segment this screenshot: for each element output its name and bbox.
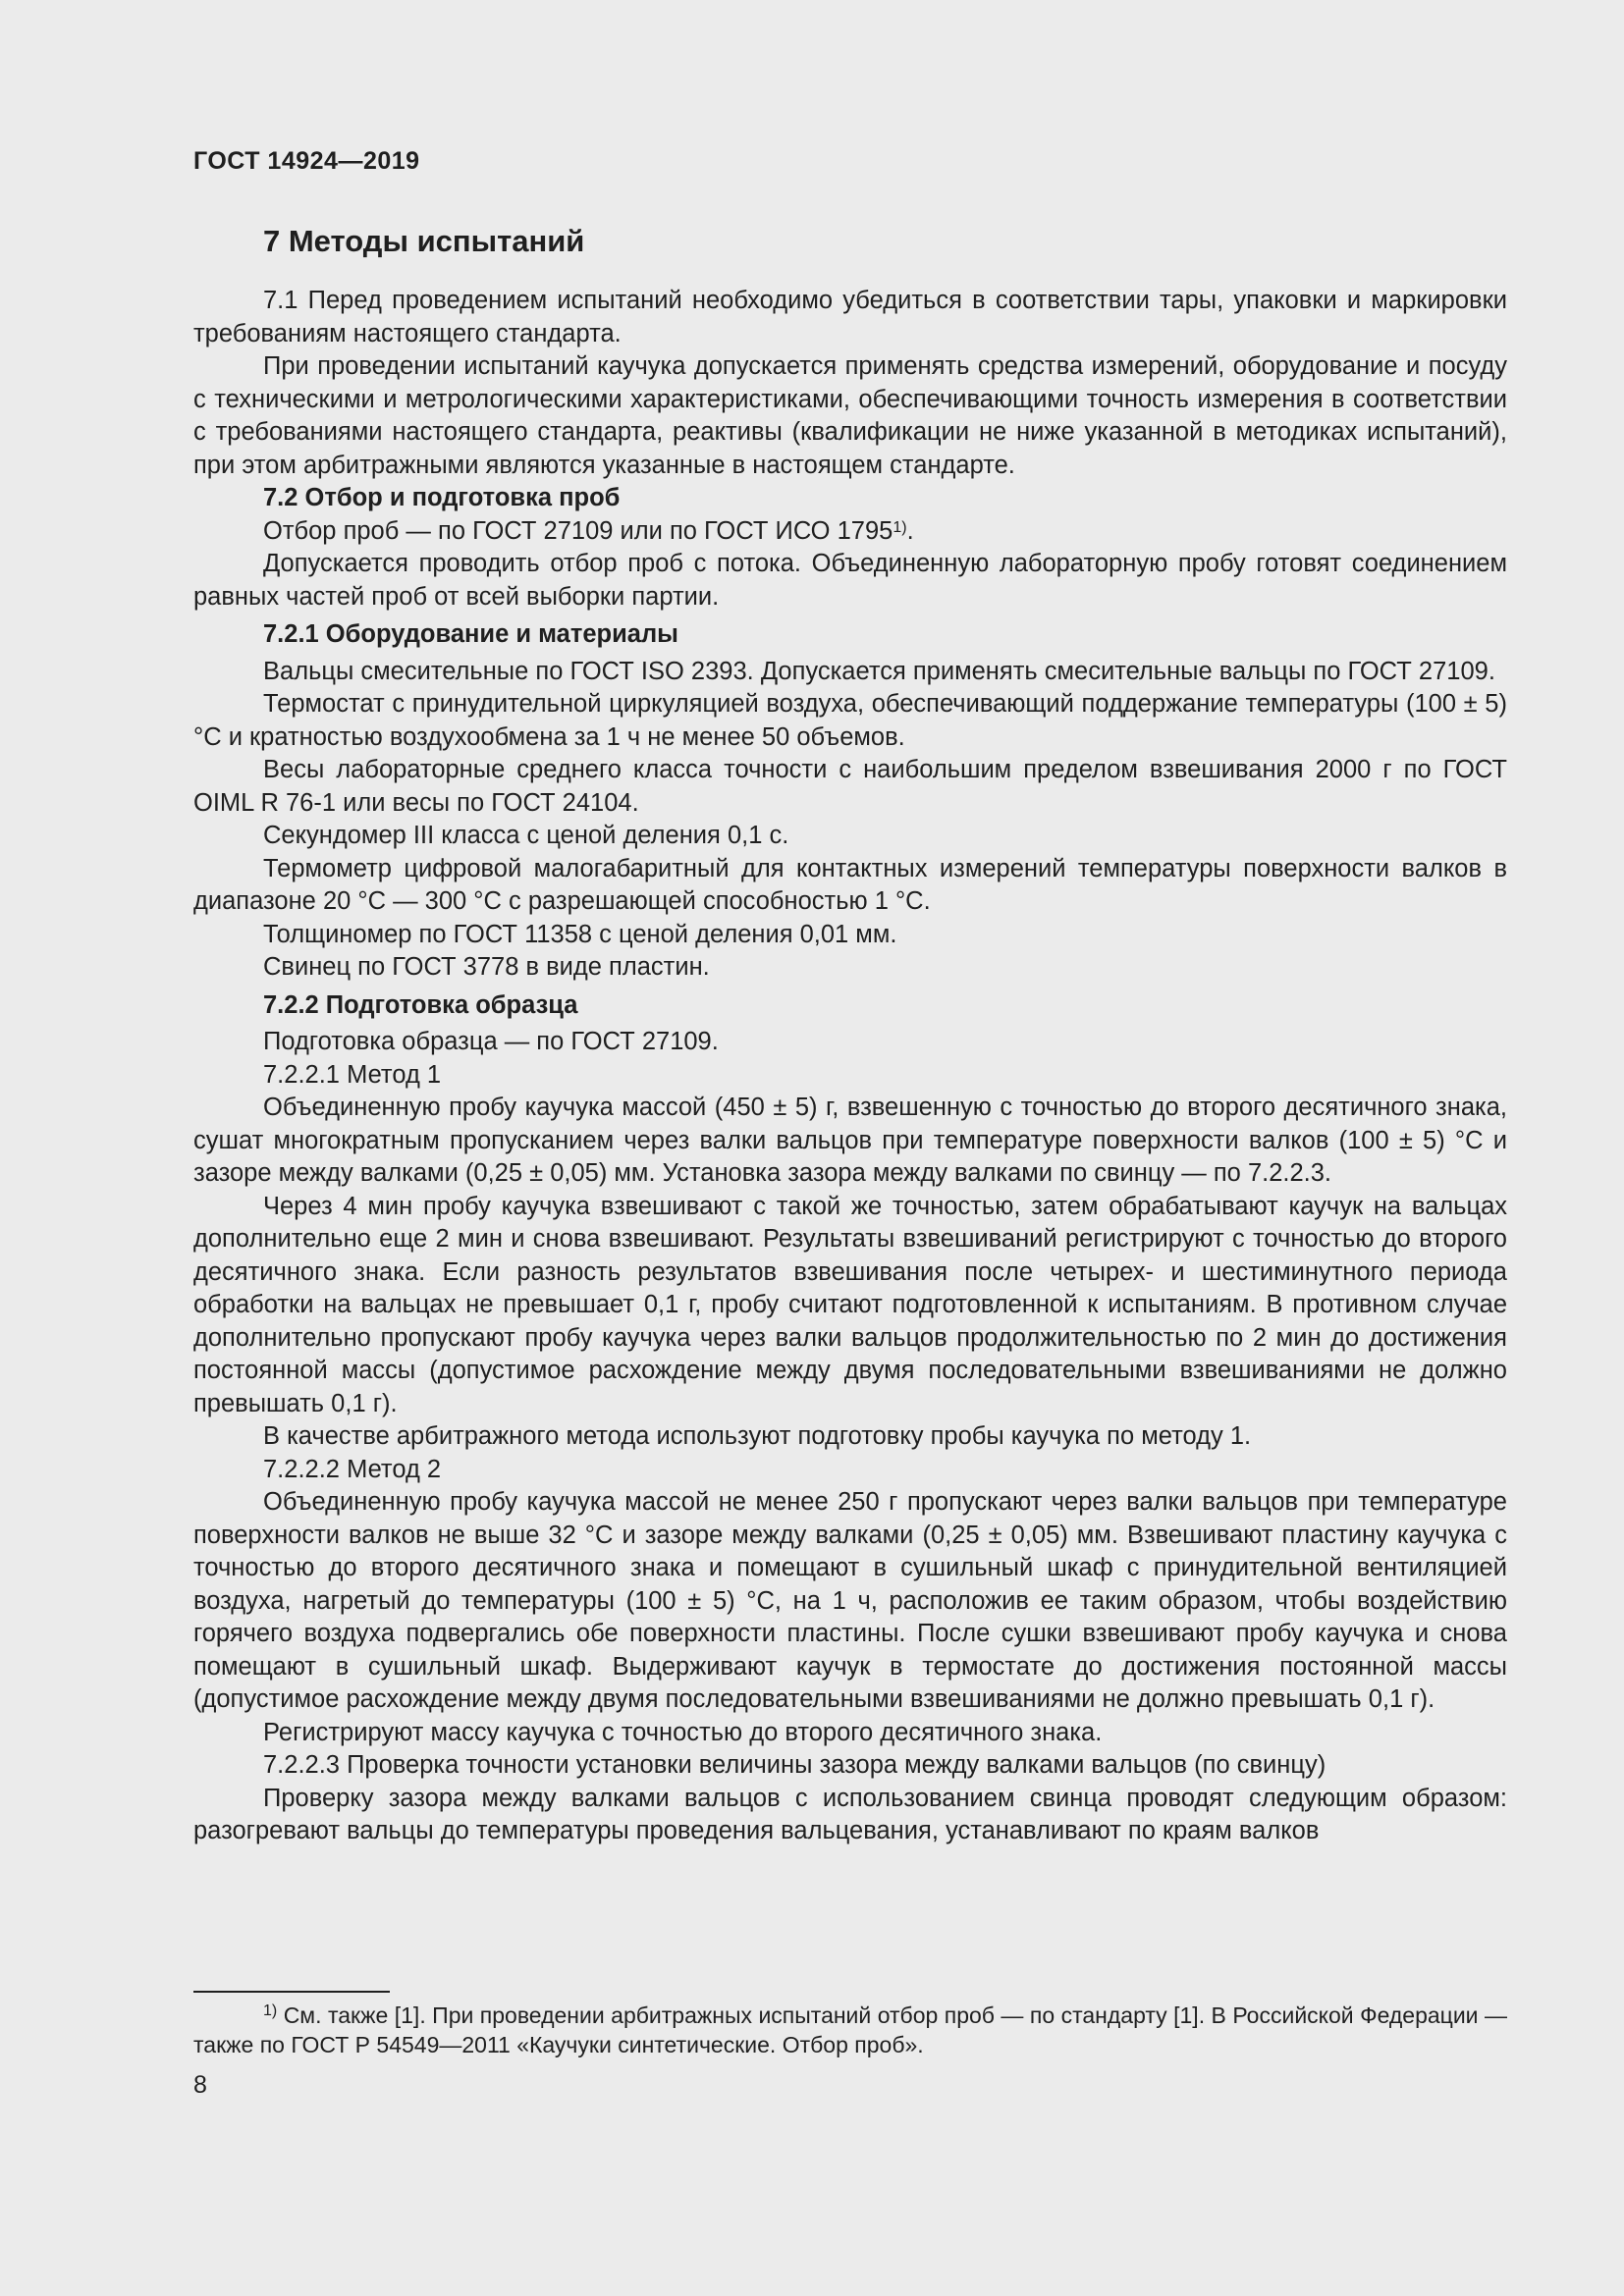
footnote-reference[interactable]: 1) [893,518,907,536]
footnote-text: См. также [1]. При проведении арбитражных испытаний отбор проб — по стандарту [1]. В Российской Федерации — также по ГОСТ Р 54549—2011 «Каучуки синтетические. Отбор проб». [193,2002,1507,2057]
clause-heading: 7.2.2.3 Проверка точности установки величины зазора между валками вальцов (по свинцу) [263,1751,1326,1779]
paragraph: Проверку зазора между валками вальцов с использованием свинца проводят следующим образом: разогревают вальцы до температуры проведения вальцевания, устанавливают по краям валков [193,1784,1507,1844]
clause-heading: 7.2.2.2 Метод 2 [263,1455,442,1483]
page-number: 8 [193,2071,207,2099]
document-code-header: ГОСТ 14924—2019 [193,147,420,175]
clause-heading: 7.2.2.1 Метод 1 [263,1060,442,1089]
paragraph: В качестве арбитражного метода используют подготовку пробы каучука по методу 1. [263,1422,1252,1450]
subsection-heading: 7.2 Отбор и подготовка проб [263,484,621,511]
paragraph: 7.1 Перед проведением испытаний необходимо убедиться в соответствии тары, упаковки и маркировки требованиям настоящего стандарта. [193,287,1507,347]
paragraph: Регистрируют массу каучука с точностью до второго десятичного знака. [263,1718,1103,1746]
footnote-marker: 1) [263,2002,278,2019]
paragraph: Секундомер III класса с ценой деления 0,1 с. [263,822,789,849]
paragraph: Термостат с принудительной циркуляцией воздуха, обеспечивающий поддержание температуры (100 ± 5) °С и кратностью воздухообмена за 1 ч не менее 50 объемов. [193,690,1507,751]
paragraph: Вальцы смесительные по ГОСТ ISO 2393. Допускается применять смесительные вальцы по ГОСТ 27109. [263,657,1495,685]
section-title: 7 Методы испытаний [263,224,585,258]
paragraph: Толщиномер по ГОСТ 11358 с ценой деления 0,01 мм. [263,920,897,948]
paragraph: Допускается проводить отбор проб с потока. Объединенную лабораторную пробу готовят соединением равных частей проб от всей выборки партии. [193,550,1507,611]
paragraph-end: . [906,516,914,545]
paragraph: Весы лабораторные среднего класса точности с наибольшим пределом взвешивания 2000 г по ГОСТ OIML R 76-1 или весы по ГОСТ 24104. [193,756,1507,817]
paragraph: Подготовка образца — по ГОСТ 27109. [263,1028,719,1055]
paragraph: Через 4 мин пробу каучука взвешивают с такой же точностью, затем обрабатывают каучук на вальцах дополнительно еще 2 мин и снова взвешивают. Результаты взвешиваний регистрируют с точностью до второго десятичного знака. Если разность результатов взвешивания после четырех- и шестиминутного периода обработки на вальцах не превышает 0,1 г, пробу считают подготовленной к испытаниям. В противном случае дополнительно пропускают пробу каучука через валки вальцов продолжительностью по 2 мин до достижения постоянной массы (допустимое расхождение между двумя последовательными взвешиваниями не должно превышать 0,1 г). [193,1192,1507,1417]
paragraph: При проведении испытаний каучука допускается применять средства измерений, оборудование и посуду с техническими и метрологическими характеристиками, обеспечивающими точность измерения в соответствии с требованиями настоящего стандарта, реактивы (квалификации не ниже указанной в методиках испытаний), при этом арбитражными являются указанные в настоящем стандарте. [193,352,1507,479]
paragraph: Свинец по ГОСТ 3778 в виде пластин. [263,953,710,981]
subsection-heading: 7.2.2 Подготовка образца [263,990,578,1019]
paragraph-with-footnote [193,515,1507,549]
footnote [193,2001,1507,2059]
paragraph: Объединенную пробу каучука массой не менее 250 г пропускают через валки вальцов при температуре поверхности валков не выше 32 °С и зазоре между валками (0,25 ± 0,05) мм. Взвешивают пластину каучука с точностью до второго десятичного знака и помещают в сушильный шкаф с принудительной вентиляцией воздуха, нагретый до температуры (100 ± 5) °С, на 1 ч, расположив ее таким образом, чтобы воздействию горячего воздуха подвергались обе поверхности пластины. После сушки взвешивают пробу каучука и снова помещают в сушильный шкаф. Выдерживают каучук в термостате до достижения постоянной массы (допустимое расхождение между двумя последовательными взвешиваниями не должно превышать 0,1 г). [193,1488,1507,1713]
paragraph: Термометр цифровой малогабаритный для контактных измерений температуры поверхности валков в диапазоне 20 °С — 300 °С с разрешающей способностью 1 °С. [193,854,1507,915]
body-text [193,285,1507,1848]
subsection-heading: 7.2.1 Оборудование и материалы [263,620,678,648]
footnote-divider [193,1991,390,1993]
paragraph: Объединенную пробу каучука массой (450 ± 5) г, взвешенную с точностью до второго десятичного знака, сушат многократным пропусканием через валки вальцов при температуре поверхности валков (100 ± 5) °С и зазоре между валками (0,25 ± 0,05) мм. Установка зазора между валками по свинцу — по 7.2.2.3. [193,1094,1507,1187]
paragraph-text: Отбор проб — по ГОСТ 27109 или по ГОСТ ИСО 1795 [263,516,893,545]
